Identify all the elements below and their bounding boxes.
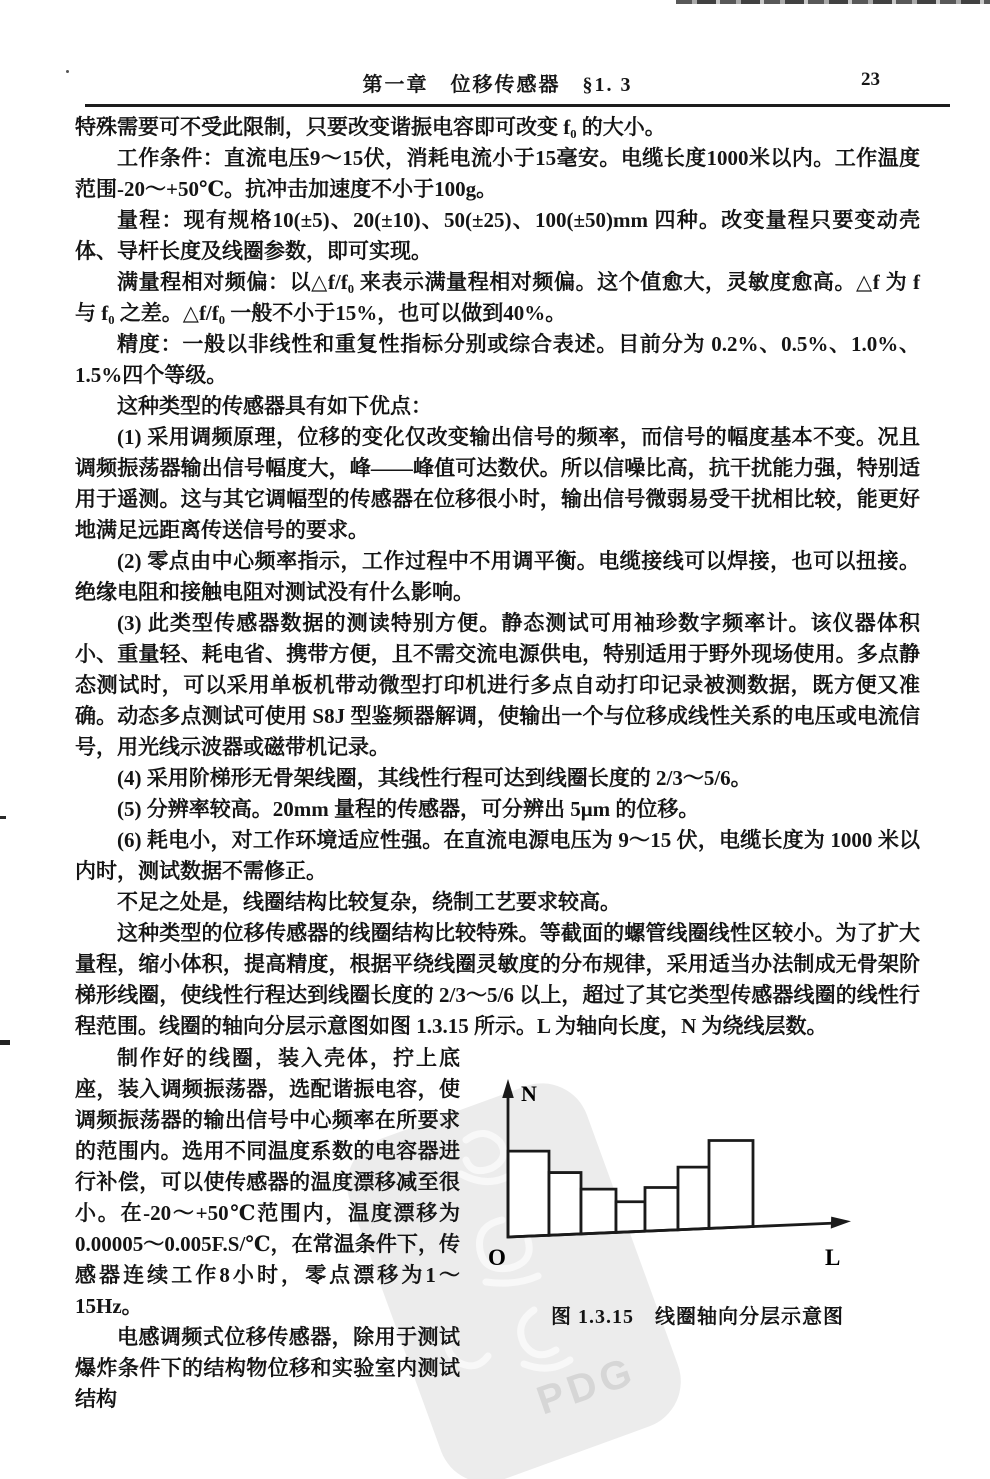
- paragraph: 电感调频式位移传感器，除用于测试爆炸条件下的结构物位移和实验室内测试结构: [75, 1325, 460, 1411]
- paragraph: (3) 此类型传感器数据的测读特别方便。静态测试可用袖珍数字频率计。该仪器体积小、重量轻、耗电省、携带方便，且不需交流电源供电，特别适用于野外现场使用。多点静态测试时，可以采用单板机带动微型打印机进行多点自动打印记录被测数据，既方便又准确。动态多点测试可使用 S8J 型鉴频器解调，使输出一个与位移成线性关系的电压或电流信号，用光线示波器或磁带机记录。: [75, 611, 920, 759]
- x-axis-arrow: [831, 1217, 851, 1229]
- coil-layer-diagram: [475, 1077, 920, 1289]
- header-rule: [85, 104, 950, 107]
- paragraph: 特殊需要可不受此限制，只要改变谐振电容即可改变 f₀ 的大小。: [75, 115, 666, 139]
- coil-layer-bar: [645, 1187, 678, 1231]
- scan-edge-artifact-top: [676, 0, 990, 4]
- coil-layer-bar: [581, 1189, 616, 1234]
- paragraph: 工作条件：直流电压9～15伏，消耗电流小于15毫安。电缆长度1000米以内。工作温度范围-20～+50℃。抗冲击加速度不小于100g。: [75, 146, 920, 201]
- coil-layer-bars: [508, 1141, 753, 1237]
- coil-layer-bar: [678, 1167, 709, 1230]
- figure-block: [475, 1043, 920, 1415]
- y-axis-arrow: [502, 1079, 514, 1098]
- watermark-pdg-text: PDG: [531, 1348, 642, 1424]
- paragraph: 精度：一般以非线性和重复性指标分别或综合表述。目前分为 0.2%、0.5%、1.0%、1.5%四个等级。: [75, 332, 920, 387]
- x-axis-label: L: [825, 1245, 841, 1270]
- paragraph: 量程：现有规格10(±5)、20(±10)、50(±25)、100(±50)mm 四种。改变量程只要变动壳体、导杆长度及线圈参数，即可实现。: [75, 208, 920, 263]
- paragraph: (2) 零点由中心频率指示，工作过程中不用调平衡。电缆接线可以焊接，也可以扭接。绝缘电阻和接触电阻对测试没有什么影响。: [75, 549, 920, 604]
- coil-layer-bar: [549, 1173, 581, 1236]
- scan-stray-dot: [66, 70, 69, 73]
- paragraph: 满量程相对频偏：以△f/f₀ 来表示满量程相对频偏。这个值愈大，灵敏度愈高。△f 为 f 与 f₀ 之差。△f/f₀ 一般不小于15%，也可以做到40%。: [75, 270, 920, 325]
- paragraph: 这种类型的传感器具有如下优点：: [117, 394, 432, 418]
- coil-layer-bar: [709, 1141, 753, 1229]
- body-text: [75, 112, 920, 1415]
- origin-label: O: [488, 1245, 506, 1270]
- paragraph: 不足之处是，线圈结构比较复杂，绕制工艺要求较高。: [117, 890, 621, 914]
- paragraph: (6) 耗电小，对工作环境适应性强。在直流电源电压为 9～15 伏，电缆长度为 1000 米以内时，测试数据不需修正。: [75, 828, 920, 883]
- two-column-section: [75, 1043, 920, 1415]
- paragraph: 制作好的线圈，装入壳体，拧上底座，装入调频振荡器，选配谐振电容，使调频振荡器的输出信号中心频率在所要求的范围内。选用不同温度系数的电容器进行补偿，可以使传感器的温度漂移减至很小。在-20～+50℃范围内，温度漂移为0.00005～0.005F.S/℃，在常温条件下，传感器连续工作8小时，零点漂移为1～15Hz。: [75, 1046, 460, 1318]
- scan-edge-mark: [0, 1040, 10, 1045]
- figure-caption: 图 1.3.15 线圈轴向分层示意图: [551, 1306, 844, 1328]
- coil-layer-bar: [616, 1202, 645, 1233]
- coil-layer-bar: [508, 1151, 549, 1237]
- page-number: 23: [861, 69, 880, 90]
- chapter-title: 第一章 位移传感器 §1. 3: [362, 74, 633, 96]
- paragraph: (4) 采用阶梯形无骨架线圈，其线性行程可达到线圈长度的 2/3～5/6。: [117, 766, 752, 790]
- left-text-column: [75, 1043, 460, 1415]
- paragraph: (5) 分辨率较高。20mm 量程的传感器，可分辨出 5μm 的位移。: [117, 797, 700, 821]
- scan-edge-mark: [0, 816, 6, 819]
- y-axis-label: N: [521, 1081, 537, 1106]
- page-header: [75, 68, 920, 98]
- paragraph: 这种类型的位移传感器的线圈结构比较特殊。等截面的螺管线圈线性区较小。为了扩大量程，缩小体积，提高精度，根据平绕线圈灵敏度的分布规律，采用适当办法制成无骨架阶梯形线圈，使线性行程达到线圈长度的 2/3～5/6 以上，超过了其它类型传感器线圈的线性行程范围。线圈的轴向分层示意图如图 1.3.15 所示。L 为轴向长度，N 为绕线层数。: [75, 921, 920, 1038]
- paragraph: (1) 采用调频原理，位移的变化仅改变输出信号的频率，而信号的幅度基本不变。况且调频振荡器输出信号幅度大，峰——峰值可达数伏。所以信噪比高，抗干扰能力强，特别适用于遥测。这与其它调幅型的传感器在位移很小时，输出信号微弱易受干扰相比较，能更好地满足远距离传送信号的要求。: [75, 425, 920, 542]
